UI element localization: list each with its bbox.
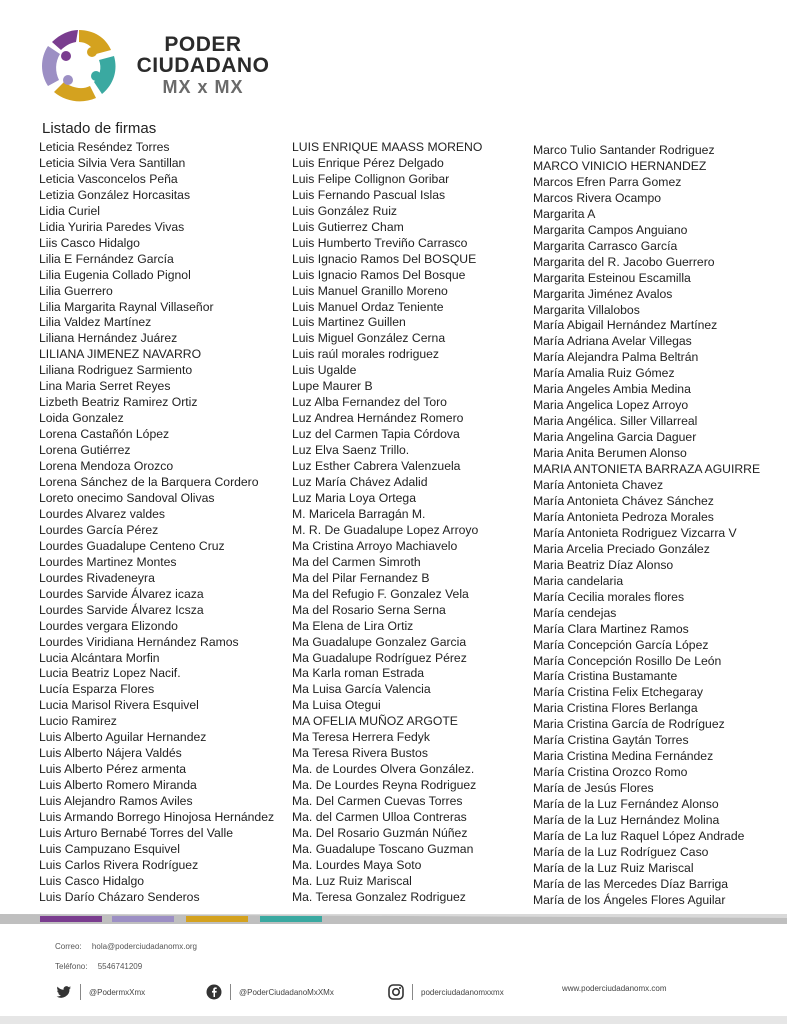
signature-name: Lorena Sánchez de la Barquera Cordero	[39, 475, 259, 490]
signature-name: María Antonieta Rodriguez Vizcarra V	[533, 525, 737, 540]
signature-name: Luis González Ruiz	[292, 203, 397, 218]
signature-name: Lorena Castañón López	[39, 427, 170, 442]
signature-name: Luis Ignacio Ramos Del Bosque	[292, 267, 466, 282]
instagram-icon	[388, 984, 404, 1000]
signature-name: MARIA ANTONIETA BARRAZA AGUIRRE	[533, 462, 761, 477]
signature-name: Lourdes vergara Elizondo	[39, 618, 178, 633]
signature-name: Luis Ugalde	[292, 363, 357, 378]
stripe-gold	[186, 916, 248, 922]
website-url: www.poderciudadanomx.com	[562, 984, 667, 993]
signature-name: Luis Casco Hidalgo	[39, 873, 145, 888]
signature-name: Luis Martinez Guillen	[292, 315, 406, 330]
facebook-link[interactable]	[206, 984, 334, 1000]
website-link[interactable]	[562, 984, 667, 993]
signature-name: Lucia Beatriz Lopez Nacif.	[39, 666, 181, 681]
signature-name: Luis raúl morales rodriguez	[292, 347, 439, 362]
signature-name: Leticia Silvia Vera Santillan	[39, 155, 186, 170]
signature-name: Liis Casco Hidalgo	[39, 235, 140, 250]
stripe-purple	[40, 916, 102, 922]
signature-name: Luis Alberto Nájera Valdés	[39, 746, 182, 761]
signature-name: Ma Teresa Rivera Bustos	[292, 746, 428, 761]
signature-name: Luis Gutierrez Cham	[292, 219, 404, 234]
signature-name: Luz Esther Cabrera Valenzuela	[292, 459, 461, 474]
brand-line-2: CIUDADANO	[136, 54, 270, 77]
signature-name: Lourdes Sarvide Álvarez icaza	[39, 586, 204, 601]
signature-name: Lilia E Fernández García	[39, 251, 174, 266]
signature-name: Ma. De Lourdes Reyna Rodriguez	[292, 778, 477, 793]
signature-name: MARCO VINICIO HERNANDEZ	[533, 158, 707, 173]
facebook-icon	[206, 984, 222, 1000]
signature-name: María Amalia Ruiz Gómez	[533, 366, 675, 381]
names-column-2	[292, 140, 482, 906]
signature-name: Maria Arcelia Preciado González	[533, 541, 710, 556]
signature-name: Luis Arturo Bernabé Torres del Valle	[39, 825, 233, 840]
signature-name: María Antonieta Pedroza Morales	[533, 509, 714, 524]
signature-name: María de Jesús Flores	[533, 781, 654, 796]
signature-name: Luz del Carmen Tapia Córdova	[292, 427, 460, 442]
signature-name: Ma. Guadalupe Toscano Guzman	[292, 841, 474, 856]
signature-name: Lidia Curiel	[39, 203, 100, 218]
signature-name: Lilia Eugenia Collado Pignol	[39, 267, 191, 282]
contact-email	[55, 942, 197, 951]
signature-name: María Alejandra Palma Beltrán	[533, 350, 699, 365]
signature-name: María Cristina Gaytán Torres	[533, 733, 689, 748]
signature-name: Ma. Luz Ruiz Mariscal	[292, 873, 412, 888]
signature-name: María de los Ángeles Flores Aguilar	[533, 892, 726, 907]
signature-name: Maria Cristina García de Rodríguez	[533, 717, 725, 732]
signature-name: Margarita Carrasco García	[533, 238, 678, 253]
signature-name: LILIANA JIMENEZ NAVARRO	[39, 347, 202, 362]
signature-name: Luz Elva Saenz Trillo.	[292, 443, 410, 458]
signature-name: Luis Enrique Pérez Delgado	[292, 155, 444, 170]
signature-name: María Cristina Felix Etchegaray	[533, 685, 704, 700]
signature-name: LUIS ENRIQUE MAASS MORENO	[292, 140, 483, 154]
signature-name: Marco Tulio Santander Rodriguez	[533, 143, 715, 157]
signature-name: Loreto onecimo Sandoval Olivas	[39, 490, 215, 505]
signature-name: Maria Cristina Flores Berlanga	[533, 701, 698, 716]
signature-name: Lucía Esparza Flores	[39, 682, 155, 697]
twitter-link[interactable]	[56, 984, 145, 1000]
signature-name: Ma. del Carmen Ulloa Contreras	[292, 810, 467, 825]
signature-name: María Abigail Hernández Martínez	[533, 318, 718, 333]
signature-name: Maria Angeles Ambia Medina	[533, 382, 691, 397]
bottom-strip	[0, 1016, 787, 1024]
signature-name: Lucio Ramirez	[39, 714, 117, 729]
signature-name: Loida Gonzalez	[39, 411, 124, 426]
signature-name: María Cristina Bustamante	[533, 669, 678, 684]
signature-name: Lourdes Alvarez valdes	[39, 506, 166, 521]
phone-number: 5546741209	[97, 962, 143, 971]
signature-name: María Cecilia morales flores	[533, 589, 685, 604]
signature-name: María de la Luz Hernández Molina	[533, 813, 720, 828]
signature-name: Lilia Margarita Raynal Villaseñor	[39, 299, 214, 314]
signature-name: Liliana Rodriguez Sarmiento	[39, 363, 193, 378]
signature-name: Luis Alejandro Ramos Aviles	[39, 794, 193, 809]
list-title: Listado de firmas	[42, 120, 157, 137]
signature-name: María de la Luz Rodríguez Caso	[533, 844, 709, 859]
signature-name: Ma del Pilar Fernandez B	[292, 570, 430, 585]
signature-name: Leticia Vasconcelos Peña	[39, 171, 178, 186]
signature-name: Ma. Del Carmen Cuevas Torres	[292, 794, 463, 809]
signature-name: Lorena Gutiérrez	[39, 443, 131, 458]
signature-name: María cendejas	[533, 605, 617, 620]
instagram-handle: poderciudadanomxxmx	[421, 987, 504, 997]
signature-name: María Antonieta Chávez Sánchez	[533, 493, 714, 508]
signature-name: Lourdes Sarvide Álvarez Icsza	[39, 602, 204, 617]
signature-name: Marcos Rivera Ocampo	[533, 190, 662, 205]
brand-name	[128, 34, 278, 98]
instagram-link[interactable]	[388, 984, 504, 1000]
signature-name: Lorena Mendoza Orozco	[39, 459, 174, 474]
signature-name: Lucia Marisol Rivera Esquivel	[39, 698, 199, 713]
signature-name: Ma del Refugio F. Gonzalez Vela	[292, 586, 469, 601]
signature-name: Luis Armando Borrego Hinojosa Hernández	[39, 810, 275, 825]
signature-name: Ma Karla roman Estrada	[292, 666, 425, 681]
facebook-handle: @PoderCiudadanoMxXMx	[239, 987, 334, 997]
signature-name: Margarita del R. Jacobo Guerrero	[533, 254, 715, 269]
signature-name: Maria candelaria	[533, 573, 624, 588]
signature-name: Luis Humberto Treviño Carrasco	[292, 235, 468, 250]
signature-name: Lidia Yuriria Paredes Vivas	[39, 219, 185, 234]
signature-name: María Adriana Avelar Villegas	[533, 334, 692, 349]
signature-name: Luis Felipe Collignon Goribar	[292, 171, 450, 186]
signature-name: Lizbeth Beatriz Ramirez Ortiz	[39, 395, 198, 410]
signature-name: Ma. de Lourdes Olvera González.	[292, 762, 475, 777]
signature-name: Maria Angélica. Siller Villarreal	[533, 414, 698, 429]
signature-name: Luz Andrea Hernández Romero	[292, 411, 464, 426]
signature-name: Maria Cristina Medina Fernández	[533, 749, 714, 764]
signature-name: Luz Maria Loya Ortega	[292, 490, 416, 505]
signature-name: Lourdes Rivadeneyra	[39, 570, 155, 585]
signature-name: Marcos Efren Parra Gomez	[533, 174, 682, 189]
signature-name: Ma. Teresa Gonzalez Rodriguez	[292, 889, 466, 904]
people-circle-logo-icon	[36, 24, 122, 104]
signature-name: Ma Luisa García Valencia	[292, 682, 431, 697]
signature-name: María Concepción García López	[533, 637, 709, 652]
twitter-icon	[56, 984, 72, 1000]
names-column-1	[39, 140, 274, 906]
signature-name: Leticia Reséndez Torres	[39, 140, 170, 154]
signature-name: Letizia González Horcasitas	[39, 187, 191, 202]
signature-name: Ma del Carmen Simroth	[292, 554, 421, 569]
email-label: Correo:	[55, 942, 82, 951]
signature-name: Liliana Hernández Juárez	[39, 331, 178, 346]
signature-name: María de La luz Raquel López Andrade	[533, 828, 745, 843]
signature-name: Luis Carlos Rivera Rodríguez	[39, 857, 199, 872]
signature-name: Ma Guadalupe Rodríguez Pérez	[292, 650, 467, 665]
signature-name: M. R. De Guadalupe Lopez Arroyo	[292, 522, 479, 537]
signature-name: Luis Manuel Granillo Moreno	[292, 283, 448, 298]
signature-name: Lourdes Guadalupe Centeno Cruz	[39, 538, 225, 553]
signature-name: Ma Teresa Herrera Fedyk	[292, 730, 430, 745]
signature-name: María Concepción Rosillo De León	[533, 653, 722, 668]
brand-line-3: MX x MX	[162, 77, 244, 97]
twitter-handle: @PodermxXmx	[89, 987, 146, 997]
signature-name: Luis Alberto Aguilar Hernandez	[39, 730, 207, 745]
signature-name: Margarita Jiménez Avalos	[533, 286, 673, 301]
signature-name: Lilia Valdez Martínez	[39, 315, 152, 330]
brand-line-1: PODER	[164, 33, 242, 56]
signature-name: Margarita A	[533, 206, 596, 221]
signature-name: Ma Guadalupe Gonzalez Garcia	[292, 634, 467, 649]
signature-name: María Clara Martinez Ramos	[533, 621, 689, 636]
signature-name: Ma. Del Rosario Guzmán Núñez	[292, 825, 468, 840]
signature-name: Ma Cristina Arroyo Machiavelo	[292, 538, 458, 553]
contact-phone	[55, 962, 142, 971]
signature-name: Ma. Lourdes Maya Soto	[292, 857, 422, 872]
signature-name: Lourdes Viridiana Hernández Ramos	[39, 634, 239, 649]
signature-name: Lupe Maurer B	[292, 379, 373, 394]
signature-name: Maria Angelica Lopez Arroyo	[533, 398, 689, 413]
signature-name: Maria Beatriz Díaz Alonso	[533, 557, 674, 572]
signature-name: Luis Ignacio Ramos Del BOSQUE	[292, 251, 477, 266]
names-column-3	[533, 143, 760, 909]
signature-name: Luis Alberto Romero Miranda	[39, 778, 197, 793]
signature-name: Luz Alba Fernandez del Toro	[292, 395, 447, 410]
signature-name: Ma Luisa Otegui	[292, 698, 381, 713]
stripe-teal	[260, 916, 322, 922]
signature-name: Luis Manuel Ordaz Teniente	[292, 299, 444, 314]
stripe-gray	[112, 916, 174, 922]
signature-name: María de la Luz Ruiz Mariscal	[533, 860, 694, 875]
signature-name: MA OFELIA MUÑOZ ARGOTE	[292, 714, 458, 729]
phone-label: Teléfono:	[55, 962, 88, 971]
signature-name: María Cristina Orozco Romo	[533, 765, 688, 780]
signature-name: Luis Darío Cházaro Senderos	[39, 889, 200, 904]
signature-name: Margarita Campos Anguiano	[533, 222, 688, 237]
signature-name: Maria Anita Berumen Alonso	[533, 446, 687, 461]
signature-name: Margarita Villalobos	[533, 302, 640, 317]
signature-name: Lourdes García Pérez	[39, 522, 159, 537]
signature-name: Lourdes Martinez Montes	[39, 554, 177, 569]
signature-name: Ma del Rosario Serna Serna	[292, 602, 446, 617]
signature-name: Luz María Chávez Adalid	[292, 475, 428, 490]
signature-name: Margarita Esteinou Escamilla	[533, 270, 691, 285]
signature-name: Lilia Guerrero	[39, 283, 113, 298]
signature-name: María de las Mercedes Díaz Barriga	[533, 876, 729, 891]
signature-name: María Antonieta Chavez	[533, 478, 664, 493]
signature-name: Luis Alberto Pérez armenta	[39, 762, 187, 777]
signature-name: M. Maricela Barragán M.	[292, 506, 426, 521]
signature-name: Maria Angelina Garcia Daguer	[533, 430, 697, 445]
brand-logo	[36, 24, 276, 106]
signature-name: Luis Fernando Pascual Islas	[292, 187, 446, 202]
signature-name: Ma Elena de Lira Ortiz	[292, 618, 414, 633]
signature-name: Lina Maria Serret Reyes	[39, 379, 171, 394]
signature-name: Luis Miguel González Cerna	[292, 331, 446, 346]
signature-name: María de la Luz Fernández Alonso	[533, 797, 719, 812]
email-link[interactable]: hola@poderciudadanomx.org	[91, 942, 197, 951]
signature-name: Luis Campuzano Esquivel	[39, 841, 180, 856]
signature-name: Lucia Alcántara Morfin	[39, 650, 160, 665]
